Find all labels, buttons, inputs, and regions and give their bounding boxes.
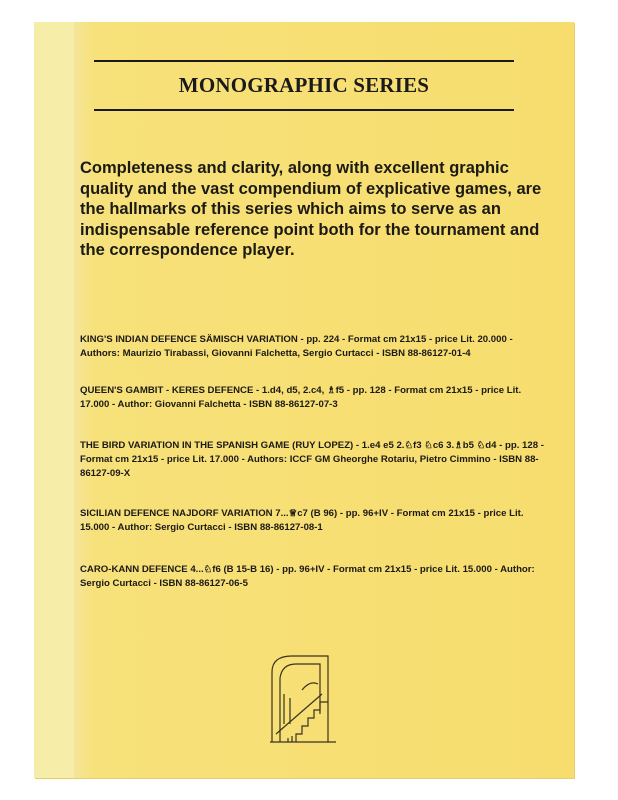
- series-title: MONOGRAPHIC SERIES: [178, 73, 430, 97]
- staircase-arch-logo-icon: [262, 654, 344, 744]
- series-description: Completeness and clarity, along with excellent graphic quality and the vast compendium of explicative games, are the hallmarks of this series which aims to serve as an indispensable reference point both for the tournament and the correspondence player.: [80, 159, 542, 259]
- series-header: [94, 60, 514, 111]
- book-entry: KING'S INDIAN DEFENCE SÄMISCH VARIATION - pp. 224 - Format cm 21x15 - price Lit. 20.000 - Authors: Maurizio Tirabassi, Giovanni Falchetta, Sergio Curtacci - ISBN 88-86127-01-4: [80, 334, 513, 359]
- book-entry: CARO-KANN DEFENCE 4...♘f6 (B 15-B 16) - pp. 96+IV - Format cm 21x15 - price Lit. 15.000 - Author: Sergio Curtacci - ISBN 88-86127-06-5: [80, 564, 535, 589]
- book-entry: QUEEN'S GAMBIT - KERES DEFENCE - 1.d4, d5, 2.c4, ♗f5 - pp. 128 - Format cm 21x15 - price Lit. 17.000 - Author: Giovanni Falchetta - ISBN 88-86127-07-3: [80, 385, 522, 410]
- book-entry: THE BIRD VARIATION IN THE SPANISH GAME (RUY LOPEZ) - 1.e4 e5 2.♘f3 ♘c6 3.♗b5 ♘d4 - pp. 128 - Format cm 21x15 - price Lit. 17.000 - Authors: ICCF GM Gheorghe Rotariu, Pietro Cimmino - ISBN 88-86127-09-X: [80, 440, 544, 479]
- book-entry: SICILIAN DEFENCE NAJDORF VARIATION 7...♕c7 (B 96) - pp. 96+IV - Format cm 21x15 - price Lit. 15.000 - Author: Sergio Curtacci - ISBN 88-86127-08-1: [80, 508, 524, 533]
